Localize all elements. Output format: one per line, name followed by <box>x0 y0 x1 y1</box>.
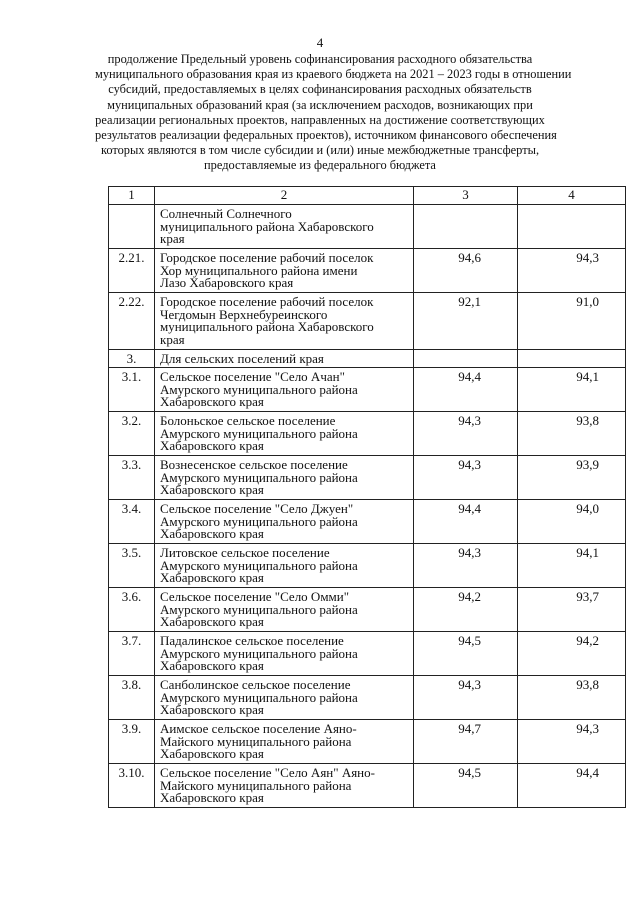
municipality-name-line: Падалинское сельское поселение <box>160 633 344 648</box>
value-2022-2023: 94,3 <box>518 720 626 764</box>
municipality-name-line: Хабаровского края <box>160 746 264 762</box>
value-2022-2023: 93,8 <box>518 676 626 720</box>
municipality-name-line: Болоньское сельское поселение <box>160 413 336 428</box>
column-header: 3 <box>414 187 518 205</box>
row-number: 3.3. <box>109 456 155 500</box>
value-2021: 94,3 <box>414 456 518 500</box>
value-2021: 94,3 <box>414 544 518 588</box>
heading-line: муниципальных образований края (за исключением расходов, возникающих при <box>107 97 533 112</box>
value-2021: 94,3 <box>414 412 518 456</box>
value-2021: 92,1 <box>414 293 518 350</box>
municipality-name-line: Солнечный Солнечного <box>160 206 292 221</box>
municipality-name-line: Литовское сельское поселение <box>160 545 330 560</box>
municipality-name <box>155 720 414 764</box>
column-header: 1 <box>109 187 155 205</box>
municipality-name-line: Аимское сельское поселение Аяно- <box>160 721 357 736</box>
municipality-name <box>155 368 414 412</box>
table-row <box>109 764 626 808</box>
municipality-name-line: края <box>160 331 185 347</box>
municipality-name <box>155 350 414 368</box>
municipality-name <box>155 588 414 632</box>
municipality-name-line: Сельское поселение "Село Омми" <box>160 589 350 604</box>
value-2021 <box>414 350 518 368</box>
table-row <box>109 456 626 500</box>
municipality-name-line: Чегдомын Верхнебуреинского <box>160 306 328 322</box>
municipality-name-line: Для сельских поселений края <box>160 351 324 366</box>
municipality-name <box>155 500 414 544</box>
table-row <box>109 544 626 588</box>
municipality-name-line: Городское поселение рабочий поселок <box>160 250 374 265</box>
row-number: 3.9. <box>109 720 155 764</box>
municipality-name-line: Лазо Хабаровского края <box>160 275 294 291</box>
municipality-name <box>155 764 414 808</box>
value-2021: 94,5 <box>414 632 518 676</box>
municipality-name-line: Амурского муниципального района <box>160 601 358 617</box>
column-number-row <box>109 187 626 205</box>
row-number: 3.6. <box>109 588 155 632</box>
heading-line: результатов реализации федеральных проектов), источником финансового обеспечения <box>95 128 557 143</box>
municipality-name-line: Майского муниципального района <box>160 777 352 793</box>
row-number: 3.10. <box>109 764 155 808</box>
table-row <box>109 350 626 368</box>
value-2021: 94,6 <box>414 249 518 293</box>
row-number: 3.4. <box>109 500 155 544</box>
table-row <box>109 500 626 544</box>
column-header: 4 <box>518 187 626 205</box>
table-row <box>109 720 626 764</box>
municipality-name-line: Майского муниципального района <box>160 733 352 749</box>
municipality-name-line: Хабаровского края <box>160 570 264 586</box>
municipality-name-line: Хабаровского края <box>160 482 264 498</box>
table-row <box>109 368 626 412</box>
municipality-name <box>155 293 414 350</box>
value-2021: 94,7 <box>414 720 518 764</box>
municipality-name-line: Хабаровского края <box>160 702 264 718</box>
table-row <box>109 249 626 293</box>
heading-line: которых являются в том числе субсидии и (или) иные межбюджетные трансферты, <box>100 143 540 158</box>
row-number: 3.7. <box>109 632 155 676</box>
value-2021: 94,3 <box>414 676 518 720</box>
column-header: 2 <box>155 187 414 205</box>
municipality-name-line: муниципального района Хабаровского <box>160 218 374 234</box>
value-2022-2023: 94,1 <box>518 368 626 412</box>
value-2021 <box>414 205 518 249</box>
value-2022-2023 <box>518 205 626 249</box>
municipality-name <box>155 456 414 500</box>
municipality-name-line: Санболинское сельское поселение <box>160 677 351 692</box>
municipality-name-line: Хабаровского края <box>160 790 264 806</box>
heading-line: муниципального образования края из краевого бюджета на 2021 – 2023 годы в отношении <box>95 67 572 82</box>
row-number: 3.5. <box>109 544 155 588</box>
municipality-name-line: Амурского муниципального района <box>160 645 358 661</box>
value-2022-2023: 94,4 <box>518 764 626 808</box>
value-2022-2023: 93,9 <box>518 456 626 500</box>
value-2022-2023: 91,0 <box>518 293 626 350</box>
value-2022-2023: 94,0 <box>518 500 626 544</box>
municipality-name-line: края <box>160 231 185 247</box>
value-2022-2023: 94,3 <box>518 249 626 293</box>
municipality-name-line: Сельское поселение "Село Аян" Аяно- <box>160 765 375 780</box>
row-number: 3.1. <box>109 368 155 412</box>
municipality-name <box>155 544 414 588</box>
subsidy-table <box>108 186 626 808</box>
value-2022-2023: 94,2 <box>518 632 626 676</box>
value-2022-2023: 93,7 <box>518 588 626 632</box>
row-number: 3. <box>109 350 155 368</box>
municipality-name-line: Хабаровского края <box>160 614 264 630</box>
municipality-name-line: Амурского муниципального района <box>160 557 358 573</box>
row-number: 2.21. <box>109 249 155 293</box>
municipality-name <box>155 412 414 456</box>
row-number: 3.2. <box>109 412 155 456</box>
heading-line: продолжение Предельный уровень софинансирования расходного обязательства <box>107 52 533 66</box>
municipality-name-line: Амурского муниципального района <box>160 425 358 441</box>
value-2022-2023 <box>518 350 626 368</box>
value-2021: 94,2 <box>414 588 518 632</box>
table-row <box>109 588 626 632</box>
municipality-name-line: Хабаровского края <box>160 394 264 410</box>
value-2022-2023: 94,1 <box>518 544 626 588</box>
municipality-name-line: Хабаровского края <box>160 438 264 454</box>
table-row <box>109 632 626 676</box>
municipality-name-line: Хор муниципального района имени <box>160 262 358 278</box>
value-2021: 94,4 <box>414 368 518 412</box>
municipality-name-line: муниципального района Хабаровского <box>160 319 374 335</box>
municipality-name <box>155 676 414 720</box>
row-number <box>109 205 155 249</box>
municipality-name <box>155 632 414 676</box>
municipality-name-line: Сельское поселение "Село Ачан" <box>160 369 345 384</box>
municipality-name-line: Амурского муниципального района <box>160 689 358 705</box>
table-row <box>109 293 626 350</box>
heading-line: предоставляемые из федерального бюджета <box>204 158 436 173</box>
municipality-name <box>155 205 414 249</box>
table-row <box>109 676 626 720</box>
value-2022-2023: 93,8 <box>518 412 626 456</box>
municipality-name-line: Амурского муниципального района <box>160 513 358 529</box>
value-2021: 94,5 <box>414 764 518 808</box>
municipality-name-line: Городское поселение рабочий поселок <box>160 294 374 309</box>
table-row <box>109 412 626 456</box>
municipality-name-line: Амурского муниципального района <box>160 469 358 485</box>
municipality-name-line: Амурского муниципального района <box>160 381 358 397</box>
value-2021: 94,4 <box>414 500 518 544</box>
page-number: 4 <box>316 35 324 50</box>
heading-line: субсидий, предоставляемых в целях софинансирования расходных обязательств <box>108 82 532 97</box>
heading-line: реализации региональных проектов, направленных на достижение соответствующих <box>95 112 545 127</box>
municipality-name-line: Хабаровского края <box>160 526 264 542</box>
table-row <box>109 205 626 249</box>
table-heading <box>95 52 572 174</box>
municipality-name-line: Сельское поселение "Село Джуен" <box>160 501 354 516</box>
row-number: 2.22. <box>109 293 155 350</box>
row-number: 3.8. <box>109 676 155 720</box>
municipality-name-line: Вознесенское сельское поселение <box>160 457 348 472</box>
municipality-name <box>155 249 414 293</box>
municipality-name-line: Хабаровского края <box>160 658 264 674</box>
